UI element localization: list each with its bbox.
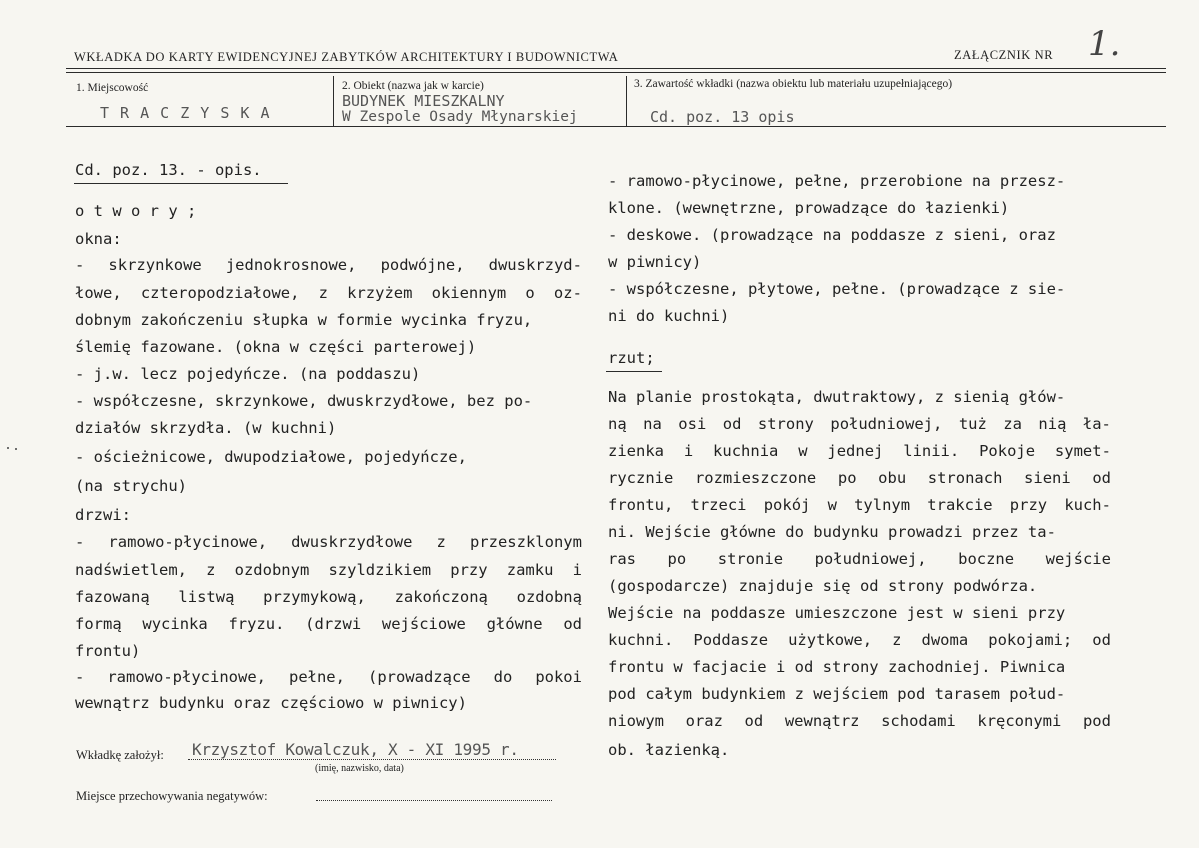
word: i [683,442,694,460]
word: za [1003,415,1022,433]
word: trakcie [927,496,993,514]
rzut-line: Wejście na poddasze umieszczone jest w sieni przy [608,604,1066,622]
word: dwoma [921,631,969,649]
rzut-line [608,415,1111,433]
word: przeszklonym [469,533,582,551]
word: (prowadzące [367,668,471,686]
negatives-field-line [316,800,552,801]
word: - [75,668,85,686]
word: rozmieszczone [694,469,817,487]
left-line: (na strychu) [75,477,187,495]
word: krzyżem [347,284,413,302]
attachment-number: 1. [1088,24,1121,64]
left-line: - współczesne, skrzynkowe, dwuskrzydłowe, bez po- [75,392,533,410]
right-line: w piwnicy) [608,253,702,271]
word: Pokoje [979,442,1036,460]
word: linii. [903,442,960,460]
rzut-line [608,550,1111,568]
right-line: - deskowe. (prowadzące na poddasze z sieni, oraz [608,226,1056,244]
word: formą [75,615,122,633]
word: (drzwi [305,615,362,633]
left-line: - ościeżnicowe, dwupodziałowe, pojedyńcze, [75,448,467,466]
word: ozdobną [516,588,582,606]
left-line [75,615,582,633]
word: ramowo-płycinowe, [108,533,268,551]
word: nią [1038,415,1067,433]
scan-speck [15,448,17,450]
word: o [525,284,535,302]
word: boczne [958,550,1015,568]
word: ła- [1082,415,1111,433]
word: ras [608,550,636,568]
content-value: Cd. poz. 13 opis [650,108,795,126]
word: tuż [958,415,987,433]
word: przymykową, [263,588,366,606]
left-line: okna: [75,230,122,248]
word: jednokrosnowe, [225,256,357,274]
left-line: dobnym zakończeniu słupka w formie wycinka fryzu, [75,311,533,329]
left-line [75,256,582,274]
object-label: 2. Obiekt (nazwa jak w karcie) [342,80,484,92]
word: tylnym [854,496,911,514]
rzut-line: frontu w facjacie i od strony zachodniej. Piwnica [608,658,1066,676]
word: zamku [506,561,554,579]
right-line: - współczesne, płytowe, pełne. (prowadzące z sie- [608,280,1066,298]
object-value-line-1: BUDYNEK MIESZKALNY [342,92,505,110]
rzut-heading: rzut; [608,349,655,367]
rzut-line [608,631,1111,649]
left-line: - j.w. lecz pojedyńcze. (na poddaszu) [75,365,421,383]
author-hint: (imię, nazwisko, data) [315,763,404,774]
word: Poddasze [693,631,769,649]
author-value: Krzysztof Kowalczuk, X - XI 1995 r. [192,740,519,759]
header-bottom-rule [66,126,1166,127]
word: oz- [553,284,582,302]
word: oraz [685,712,723,730]
word: obu [878,469,907,487]
word: ozdobnym [234,561,310,579]
word: wewnątrz [784,712,860,730]
field-divider-1 [333,76,334,126]
attachment-label: ZAŁĄCZNIK NR [954,48,1054,62]
left-heading-underline [74,183,288,184]
field-divider-2 [626,76,627,126]
word: południowej, [814,550,927,568]
rzut-line: ob. łazienką. [608,741,730,759]
right-line: klone. (wewnętrzne, prowadzące do łazienki) [608,199,1010,217]
word: z [318,284,328,302]
word: fazowaną [75,588,150,606]
word: po [667,550,687,568]
location-value: T R A C Z Y S K A [100,104,271,122]
author-label: Wkładkę założył: [76,748,164,762]
word: skrzynkowe [108,256,202,274]
word: pełne, [288,668,345,686]
word: fryzu. [228,615,285,633]
word: łowe, [75,284,122,302]
left-line: frontu) [75,642,141,660]
word: przy [450,561,488,579]
word: kręconymi [977,712,1062,730]
left-line [75,561,582,579]
word: ną [608,415,627,433]
word: pokoi [535,668,582,686]
word: dwuskrzyd- [488,256,582,274]
word: z [206,561,216,579]
word: z [892,631,902,649]
word: w [827,496,837,514]
word: pokój [763,496,811,514]
word: stronie [717,550,784,568]
word: trzeci [690,496,747,514]
left-line [75,533,582,551]
word: frontu, [608,496,674,514]
word: użytkowe, [788,631,873,649]
word: - [75,533,85,551]
content-label: 3. Zawartość wkładki (nazwa obiektu lub materiału uzupełniającego) [634,78,953,90]
word: po [837,469,857,487]
word: pod [1082,712,1111,730]
rzut-line: (gospodarcze) znajduje się od strony podwórza. [608,577,1038,595]
location-label: 1. Miejscowość [76,82,149,94]
word: zienka [608,442,664,460]
author-field-line [188,759,556,760]
word: jednej [827,442,884,460]
word: podwójne, [380,256,465,274]
word: zakończoną [394,588,488,606]
word: południowej, [830,415,943,433]
header-top-rule-inner [66,72,1166,73]
word: niowym [608,712,664,730]
word: stronach [927,469,1003,487]
word: przy [1009,496,1048,514]
word: pokojami; [988,631,1073,649]
word: rycznie [608,469,674,487]
word: kuch- [1064,496,1111,514]
scan-speck [7,447,9,449]
left-line: o t w o r y ; [75,202,197,220]
word: od [1092,469,1111,487]
word: wejście [1045,550,1111,568]
word: sieni [1024,469,1071,487]
left-line [75,668,582,686]
left-line [75,588,582,606]
word: od [722,415,742,433]
word: od [563,615,582,633]
word: listwą [178,588,235,606]
word: od [744,712,764,730]
left-line [75,284,582,302]
left-line: ślemię fazowane. (okna w części parterowej) [75,338,477,356]
negatives-label: Miejsce przechowywania negatywów: [76,789,268,803]
word: z [436,533,446,551]
left-line: wewnątrz budynku oraz częściowo w piwnicy) [75,694,467,712]
form-title: WKŁADKA DO KARTY EWIDENCYJNEJ ZABYTKÓW ARCHITEKTURY I BUDOWNICTWA [74,50,619,64]
left-line: drzwi: [75,506,131,524]
left-line: działów skrzydła. (w kuchni) [75,419,337,437]
word: osi [678,415,707,433]
right-line: - ramowo-płycinowe, pełne, przerobione na przesz- [608,172,1066,190]
object-value-line-2: W Zespole Osady Młynarskiej [342,109,578,125]
word: nadświetlem, [75,561,187,579]
word: okiennym [431,284,507,302]
left-heading: Cd. poz. 13. - opis. [75,161,262,179]
header-top-rule [66,68,1166,69]
rzut-line [608,469,1111,487]
word: szyldzikiem [328,561,432,579]
word: strony [757,415,814,433]
word: schodami [881,712,956,730]
rzut-line [608,712,1111,730]
rzut-line: Na planie prostokąta, dwutraktowy, z sienią głów- [608,388,1066,406]
word: kuchnia [713,442,779,460]
rzut-line [608,496,1111,514]
word: główne [486,615,543,633]
word: - [75,256,85,274]
rzut-heading-underline [606,371,662,372]
word: kuchni. [608,631,674,649]
word: i [572,561,582,579]
rzut-line [608,442,1111,460]
word: wycinka [142,615,208,633]
rzut-line: pod całym budynkiem z wejściem pod tarasem połud- [608,685,1066,703]
word: symet- [1054,442,1111,460]
word: czteropodziałowe, [140,284,300,302]
word: dwuskrzydłowe [291,533,413,551]
rzut-line: ni. Wejście główne do budynku prowadzi przez ta- [608,523,1056,541]
word: w [798,442,808,460]
word: na [643,415,662,433]
word: ramowo-płycinowe, [107,668,266,686]
right-line: ni do kuchni) [608,307,730,325]
word: do [493,668,513,686]
word: od [1092,631,1111,649]
word: wejściowe [381,615,466,633]
